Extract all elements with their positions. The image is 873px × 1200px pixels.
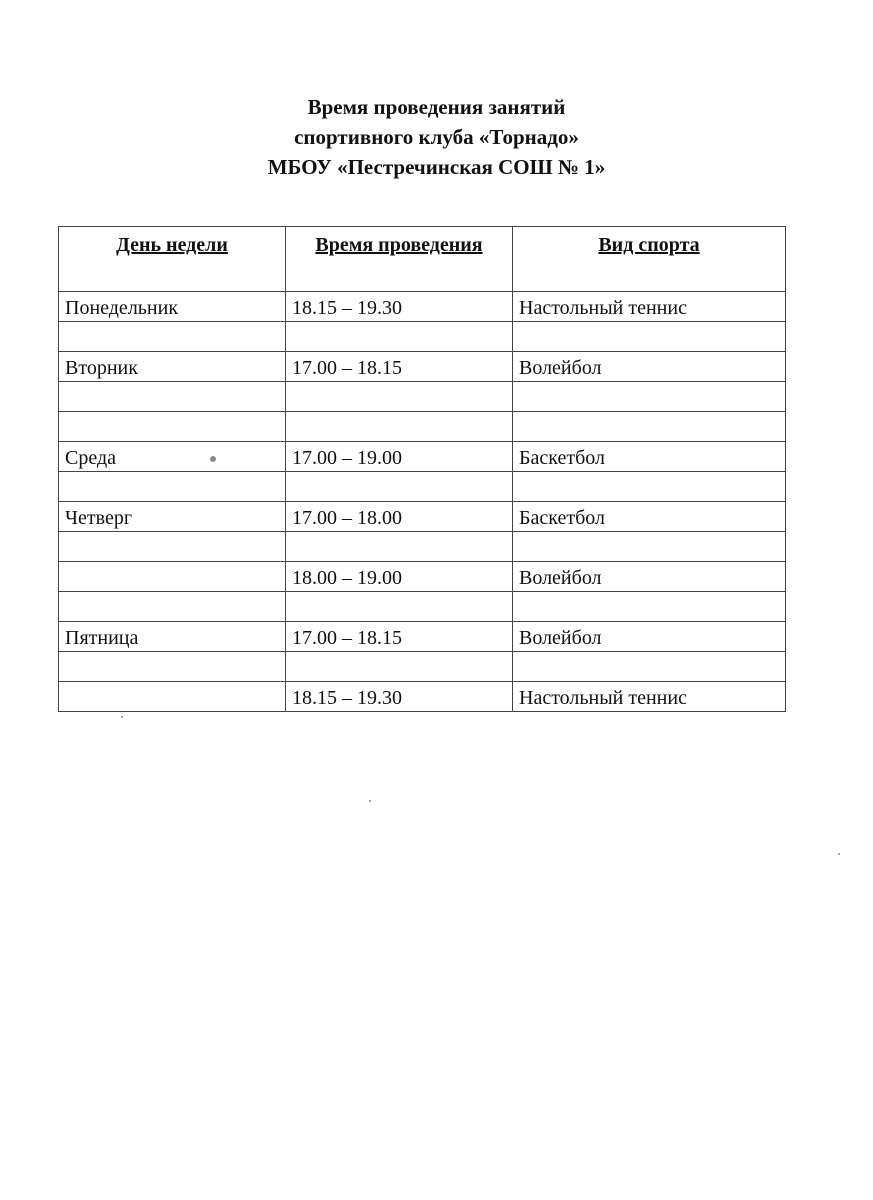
- cell-day: [59, 652, 286, 682]
- cell-time: 18.15 – 19.30: [286, 682, 513, 712]
- cell-sport: [513, 322, 786, 352]
- cell-day: [59, 532, 286, 562]
- cell-sport: [513, 652, 786, 682]
- cell-time: 17.00 – 18.15: [286, 622, 513, 652]
- cell-sport: [513, 412, 786, 442]
- table-row: [59, 532, 786, 562]
- cell-day: Понедельник: [59, 292, 286, 322]
- cell-sport: Баскетбол: [513, 502, 786, 532]
- cell-time: 18.00 – 19.00: [286, 562, 513, 592]
- cell-sport: [513, 472, 786, 502]
- table-row: [59, 412, 786, 442]
- table-row: [59, 652, 786, 682]
- cell-sport: Настольный теннис: [513, 682, 786, 712]
- table-row: [59, 682, 786, 712]
- cell-time: [286, 412, 513, 442]
- schedule-table: [58, 226, 786, 712]
- table-row: [59, 562, 786, 592]
- cell-sport: Настольный теннис: [513, 292, 786, 322]
- cell-day: [59, 382, 286, 412]
- title-line-3: МБОУ «Пестречинская СОШ № 1»: [267, 155, 606, 179]
- table-row: [59, 592, 786, 622]
- title-line-1: Время проведения занятий: [307, 95, 566, 119]
- table-row: [59, 382, 786, 412]
- header-row: [59, 227, 786, 292]
- cell-time: [286, 532, 513, 562]
- table-row: [59, 502, 786, 532]
- header-time: Время проведения: [286, 227, 513, 292]
- cell-time: 17.00 – 18.00: [286, 502, 513, 532]
- scan-speck: [121, 716, 123, 718]
- cell-day: Пятница: [59, 622, 286, 652]
- table-row: [59, 292, 786, 322]
- header-sport: Вид спорта: [513, 227, 786, 292]
- scan-speck: [369, 800, 371, 802]
- header-day: День недели: [59, 227, 286, 292]
- scan-speck: [838, 853, 840, 855]
- cell-day: [59, 592, 286, 622]
- cell-sport: Волейбол: [513, 562, 786, 592]
- document-title: [0, 92, 873, 182]
- cell-day: [59, 472, 286, 502]
- cell-time: [286, 652, 513, 682]
- cell-sport: Волейбол: [513, 352, 786, 382]
- cell-day: [59, 322, 286, 352]
- cell-time: [286, 592, 513, 622]
- scan-speck: [210, 456, 216, 462]
- cell-sport: [513, 532, 786, 562]
- cell-sport: Волейбол: [513, 622, 786, 652]
- title-line-2: спортивного клуба «Торнадо»: [294, 125, 579, 149]
- cell-time: [286, 382, 513, 412]
- cell-day: [59, 682, 286, 712]
- cell-day: [59, 412, 286, 442]
- cell-day: Среда: [59, 442, 286, 472]
- table-row: [59, 442, 786, 472]
- cell-day: Четверг: [59, 502, 286, 532]
- cell-sport: Баскетбол: [513, 442, 786, 472]
- cell-time: 18.15 – 19.30: [286, 292, 513, 322]
- cell-sport: [513, 592, 786, 622]
- cell-time: [286, 322, 513, 352]
- table-row: [59, 322, 786, 352]
- cell-time: 17.00 – 18.15: [286, 352, 513, 382]
- cell-time: 17.00 – 19.00: [286, 442, 513, 472]
- cell-time: [286, 472, 513, 502]
- cell-sport: [513, 382, 786, 412]
- cell-day: Вторник: [59, 352, 286, 382]
- table-row: [59, 352, 786, 382]
- table-row: [59, 622, 786, 652]
- table-row: [59, 472, 786, 502]
- cell-day: [59, 562, 286, 592]
